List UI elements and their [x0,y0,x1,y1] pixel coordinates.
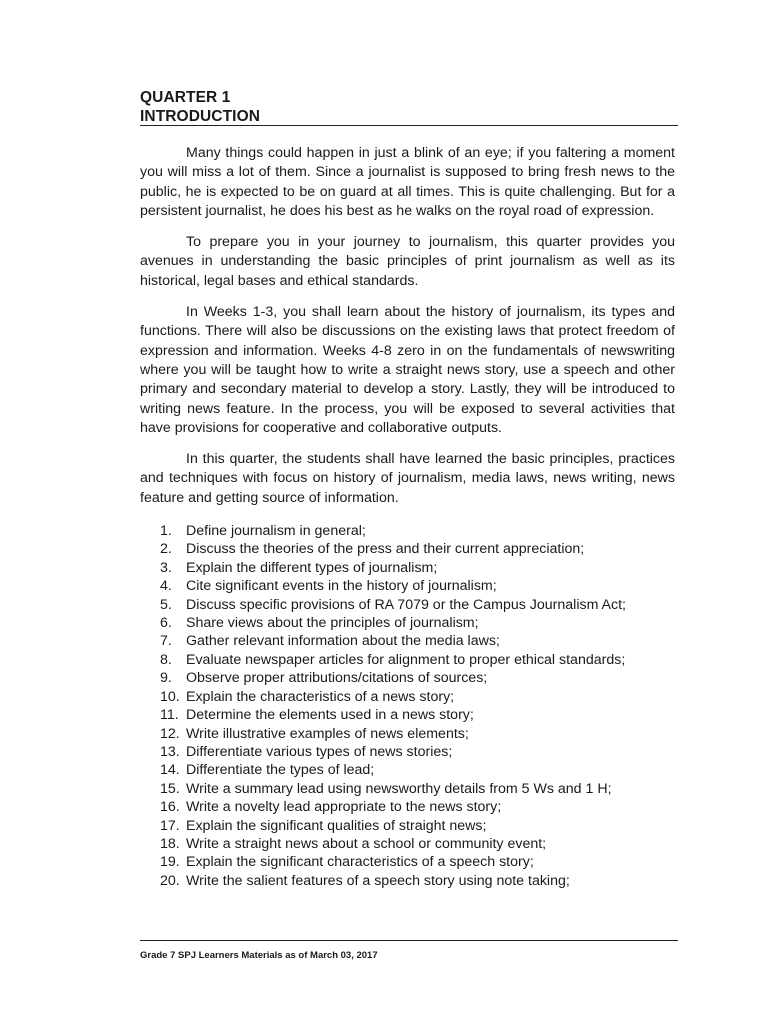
paragraph-2: To prepare you in your journey to journalism, this quarter provides you avenues in understanding the basic principles of print journalism as well as its historical, legal bases and ethical standards. [140,234,675,289]
list-item-text: Write a summary lead using newsworthy details from 5 Ws and 1 H; [186,780,612,797]
list-item [140,651,675,669]
list-item-number: 18. [160,835,180,852]
list-item [140,761,675,779]
objectives-list [140,522,675,890]
list-item [140,669,675,687]
list-item-number: 4. [160,578,172,595]
list-item [140,798,675,816]
list-item [140,817,675,835]
list-item [140,743,675,761]
list-item [140,706,675,724]
list-item [140,540,675,558]
list-item-text: Discuss specific provisions of RA 7079 or the Campus Journalism Act; [186,596,626,613]
list-item-text: Observe proper attributions/citations of sources; [186,670,488,687]
list-item-text: Discuss the theories of the press and their current appreciation; [186,541,585,558]
list-item-number: 7. [160,633,172,650]
list-item-number: 10. [160,688,180,705]
list-item [140,688,675,706]
list-item-text: Explain the significant qualities of straight news; [186,817,487,834]
list-item [140,632,675,650]
list-item-number: 6. [160,615,172,632]
list-item-number: 1. [160,523,172,540]
list-item [140,835,675,853]
footer-divider [140,940,678,941]
list-item-number: 15. [160,780,180,797]
paragraph-4: In this quarter, the students shall have learned the basic principles, practices and techniques with focus on history of journalism, media laws, news writing, news feature and getting source of information. [140,451,675,506]
list-item-number: 2. [160,541,172,558]
list-item-text: Explain the different types of journalism; [186,559,438,576]
list-item-number: 5. [160,596,172,613]
list-item [140,559,675,577]
list-item-text: Cite significant events in the history of journalism; [186,578,497,595]
list-item-text: Evaluate newspaper articles for alignment to proper ethical standards; [186,651,626,668]
paragraph-3: In Weeks 1-3, you shall learn about the history of journalism, its types and functions. There will also be discussions on the existing laws that protect freedom of expression and information. Weeks 4-8 zero in on the fundamentals of newswriting where you will be taught how to write a straight news story, use a speech and other primary and secondary material to develop a story. Lastly, they will be introduced to writing news feature. In the process, you will be exposed to several activities that have provisions for cooperative and collaborative outputs. [140,304,675,436]
list-item-number: 19. [160,854,180,871]
body-content [140,144,675,890]
list-item-number: 3. [160,559,172,576]
list-item-text: Define journalism in general; [186,523,366,540]
list-item [140,780,675,798]
list-item-text: Write a novelty lead appropriate to the news story; [186,799,502,816]
section-heading [140,88,680,126]
footer-text: Grade 7 SPJ Learners Materials as of March 03, 2017 [140,950,378,961]
heading-divider [140,125,678,126]
list-item-number: 14. [160,762,180,779]
list-item-text: Write a straight news about a school or community event; [186,835,547,852]
list-item-number: 9. [160,670,172,687]
list-item-text: Write illustrative examples of news elements; [186,725,469,742]
list-item [140,522,675,540]
list-item-text: Explain the significant characteristics of a speech story; [186,854,534,871]
list-item-text: Explain the characteristics of a news story; [186,688,455,705]
list-item [140,596,675,614]
list-item-number: 11. [160,707,179,724]
list-item-text: Differentiate various types of news stories; [186,743,453,760]
list-item-number: 16. [160,799,180,816]
paragraph-1: Many things could happen in just a blink of an eye; if you faltering a moment you will miss a lot of them. Since a journalist is supposed to bring fresh news to the public, he is expected to be on guard at all times. This is quite challenging. But for a persistent journalist, he does his best as he walks on the royal road of expression. [140,145,675,219]
list-item-text: Write the salient features of a speech story using note taking; [186,872,570,889]
list-item-number: 12. [160,725,180,742]
list-item-number: 17. [160,817,180,834]
list-item-text: Gather relevant information about the media laws; [186,633,500,650]
page-title: INTRODUCTION [140,108,261,125]
list-item-text: Differentiate the types of lead; [186,762,375,779]
list-item [140,577,675,595]
list-item [140,853,675,871]
list-item-number: 13. [160,743,180,760]
list-item [140,614,675,632]
list-item-number: 8. [160,651,172,668]
list-item-text: Determine the elements used in a news story; [186,707,474,724]
quarter-label: QUARTER 1 [140,89,231,106]
list-item-text: Share views about the principles of journalism; [186,615,479,632]
list-item [140,725,675,743]
list-item [140,872,675,890]
list-item-number: 20. [160,872,180,889]
